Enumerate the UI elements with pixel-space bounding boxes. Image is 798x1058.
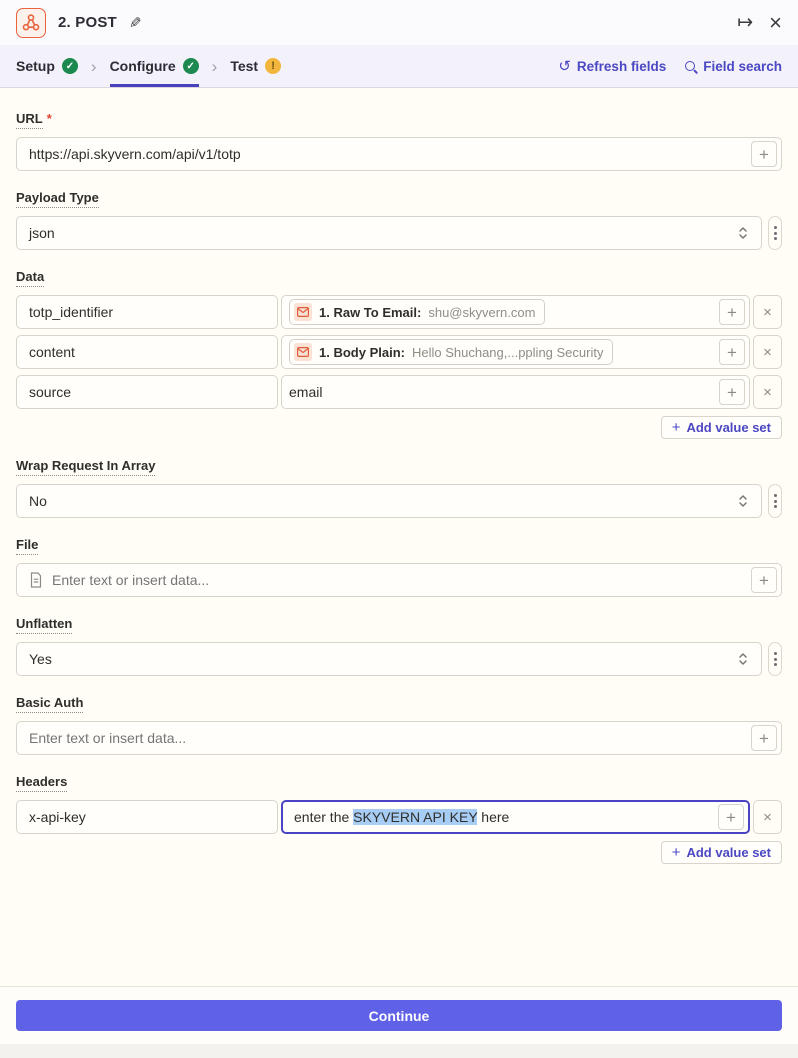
remove-row-button[interactable]: × [753, 800, 782, 834]
wrap-request-menu-button[interactable] [768, 484, 782, 518]
url-field[interactable] [16, 137, 782, 171]
panel-header [0, 0, 798, 45]
tab-configure-label: Configure [109, 58, 176, 74]
data-value-insert-button[interactable]: + [719, 339, 745, 365]
step-tab-bar [0, 45, 798, 88]
warning-circle-icon: ! [265, 58, 281, 74]
data-value-insert-button[interactable]: + [719, 299, 745, 325]
file-label: File [16, 537, 38, 555]
add-value-set-label: Add value set [686, 845, 771, 860]
payload-type-value: json [29, 225, 55, 241]
webhooks-app-icon [16, 8, 46, 38]
data-group [16, 269, 782, 439]
payload-type-select[interactable] [16, 216, 762, 250]
data-value-field[interactable] [281, 335, 750, 369]
unflatten-group [16, 616, 782, 676]
file-group [16, 537, 782, 597]
refresh-fields-button[interactable] [558, 57, 666, 75]
data-label: Data [16, 269, 44, 287]
unflatten-menu-button[interactable] [768, 642, 782, 676]
data-key-field[interactable] [16, 295, 278, 329]
data-row [16, 295, 782, 329]
tab-test-label: Test [230, 58, 259, 74]
basic-auth-insert-data-button[interactable]: + [751, 725, 777, 751]
headers-group [16, 774, 782, 864]
tab-setup-label: Setup [16, 58, 55, 74]
collapse-panel-icon[interactable]: ↦ [737, 12, 754, 33]
wrap-request-label: Wrap Request In Array [16, 458, 155, 476]
header-value-field[interactable] [281, 800, 750, 834]
close-panel-icon[interactable]: × [769, 9, 782, 35]
check-circle-icon: ✓ [62, 58, 78, 74]
headers-row [16, 800, 782, 834]
basic-auth-input[interactable] [29, 730, 743, 746]
basic-auth-group [16, 695, 782, 755]
remove-row-button[interactable]: × [753, 335, 782, 369]
header-key-input[interactable] [29, 809, 265, 825]
url-group [16, 111, 782, 171]
tab-test[interactable] [230, 45, 281, 87]
unflatten-select[interactable] [16, 642, 762, 676]
edit-title-icon[interactable]: ✎ [128, 14, 142, 32]
select-chevrons-icon [737, 494, 749, 508]
add-value-set-button[interactable] [661, 416, 782, 439]
header-key-field[interactable] [16, 800, 278, 834]
data-value-text: email [289, 384, 323, 400]
data-value-field[interactable] [281, 295, 750, 329]
data-key-input[interactable] [29, 304, 265, 320]
data-key-field[interactable] [16, 375, 278, 409]
unflatten-label: Unflatten [16, 616, 72, 634]
email-icon [294, 343, 312, 361]
unflatten-value: Yes [29, 651, 52, 667]
payload-type-menu-button[interactable] [768, 216, 782, 250]
refresh-icon: ↺ [558, 58, 571, 75]
email-icon [294, 303, 312, 321]
data-key-field[interactable] [16, 335, 278, 369]
data-value-field[interactable] [281, 375, 750, 409]
field-search-button[interactable] [684, 59, 782, 74]
panel-footer [0, 986, 798, 1058]
data-key-input[interactable] [29, 384, 265, 400]
data-key-input[interactable] [29, 344, 265, 360]
bottom-strip [0, 1044, 798, 1058]
pill-field-value: Hello Shuchang,...ppling Security [411, 344, 604, 360]
pill-field-value: shu@skyvern.com [428, 304, 536, 320]
add-value-set-label: Add value set [686, 420, 771, 435]
headers-label: Headers [16, 774, 67, 792]
chevron-separator-icon: › [90, 56, 97, 76]
wrap-request-value: No [29, 493, 47, 509]
continue-button[interactable]: Continue [16, 1000, 782, 1031]
tab-setup[interactable] [16, 45, 78, 87]
file-field[interactable] [16, 563, 782, 597]
data-row [16, 335, 782, 369]
refresh-fields-label: Refresh fields [576, 58, 667, 74]
select-chevrons-icon [737, 652, 749, 666]
add-value-set-button[interactable] [661, 841, 782, 864]
basic-auth-field[interactable] [16, 721, 782, 755]
step-title: 2. POST [58, 14, 117, 31]
url-insert-data-button[interactable]: + [751, 141, 777, 167]
header-value-insert-button[interactable]: + [718, 804, 744, 830]
data-value-insert-button[interactable]: + [719, 379, 745, 405]
mapped-field-pill[interactable] [289, 299, 545, 325]
check-circle-icon: ✓ [183, 58, 199, 74]
wrap-request-group [16, 458, 782, 518]
payload-type-label: Payload Type [16, 190, 99, 208]
tab-configure[interactable] [110, 45, 199, 87]
url-label: URL [16, 111, 43, 129]
url-input[interactable] [29, 146, 743, 162]
file-insert-data-button[interactable]: + [751, 567, 777, 593]
mapped-field-pill[interactable] [289, 339, 613, 365]
chevron-separator-icon: › [211, 56, 218, 76]
configure-form [0, 88, 798, 986]
plus-icon: + [671, 419, 681, 436]
field-search-label: Field search [703, 58, 782, 74]
selected-text: SKYVERN API KEY [353, 809, 478, 825]
file-input[interactable] [52, 572, 743, 588]
remove-row-button[interactable]: × [753, 375, 782, 409]
payload-type-group [16, 190, 782, 250]
header-value-text: enter the SKYVERN API KEY here [294, 809, 510, 825]
document-icon [29, 572, 43, 588]
plus-icon: + [671, 844, 681, 861]
pill-field-name: 1. Body Plain: [319, 344, 405, 360]
pill-field-name: 1. Raw To Email: [319, 304, 422, 320]
select-chevrons-icon [737, 226, 749, 240]
wrap-request-select[interactable] [16, 484, 762, 518]
remove-row-button[interactable]: × [753, 295, 782, 329]
basic-auth-label: Basic Auth [16, 695, 83, 713]
data-row [16, 375, 782, 409]
required-asterisk: * [46, 111, 52, 126]
search-icon [684, 60, 697, 73]
